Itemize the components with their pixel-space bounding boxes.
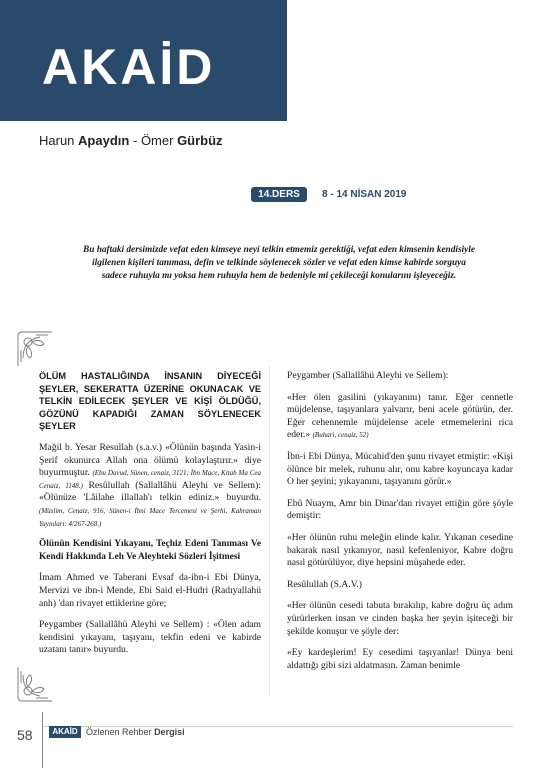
paragraph bbox=[39, 442, 261, 530]
intro-paragraph: Bu haftaki dersimizde vefat eden kimseye neyi telkin etmemiz gerektiği, vefat eden kimsenin kendisiyle ilgilenen kişileri tanıması, defin ve telkinde söylenecek sözler ve vefat eden kimse kabirde sorguya sadece ruhuyla mı yoksa hem ruhuyla hem de bedeniyle mi çekileceği konularını işleyeceğiz. bbox=[83, 245, 475, 281]
authors-line bbox=[39, 133, 223, 148]
section-heading: ÖLÜM HASTALIĞINDA İNSANIN DİYECEĞİ ŞEYLER, SEKERATTA ÜZERİNE OKUNACAK VE TELKİN EDİLECEK ŞEYLER VE KİŞİ ÖLDÜĞÜ, GÖZÜNÜ KAPADIĞI ZAMAN SÖYLENECEK ŞEYLER bbox=[39, 371, 261, 432]
page-number: 58 bbox=[17, 727, 33, 743]
author-first-given: Harun bbox=[39, 133, 75, 148]
paragraph-text: «Her ölen gasilini (yıkayanını) tanır. Eğer cennetle müjdelense, taşıyanlara yalvarır, beni acele götürün, der. Eğer cehennemle müjdelense acele etmemelerini rica eder.» bbox=[287, 391, 513, 441]
footer-badge: AKAİD bbox=[49, 726, 81, 738]
citation: (Ebu Davud, Sünen, cenaiz, 3121; İbn Mace, Kitab Ma Cea Cenaiz, 1148.) bbox=[39, 469, 261, 490]
paragraph: İbn-i Ebi Dünya, Mücahid'den şunu rivayet etmiştir: «Kişi ölünce bir melek, ruhunu alır, onu kabre koyuncaya kadar O her şeyini; yıkayanını, taşıyanını görür.» bbox=[287, 450, 513, 488]
paragraph: İmam Ahmed ve Taberani Evsaf da-ibn-i Ebi Dünya, Mervizi ve ibn-i Mende, Ebi Said el-Hudri (Radıyallahü anh) 'dan rivayet ettiklerine göre; bbox=[39, 572, 261, 609]
lesson-date: 8 - 14 NİSAN 2019 bbox=[322, 189, 407, 200]
column-divider bbox=[269, 366, 270, 696]
section-title: AKAİD bbox=[42, 39, 216, 95]
author-second-given: Ömer bbox=[140, 133, 174, 148]
paragraph bbox=[287, 392, 513, 442]
paragraph: Resûlullah (S.A.V.) bbox=[287, 578, 362, 590]
paragraph: Peygamber (Sallallâhü Aleyhi ve Sellem): bbox=[287, 370, 449, 381]
paragraph: «Ey kardeşlerim! Ey cesedimi taşıyanlar! Dünya beni aldattığı gibi sizi aldatmasın. Zaman benimle bbox=[287, 647, 513, 671]
paragraph-text: Mağil b. Yesar Resullah (s.a.v.) «Ölünün başında Yasin-i Şerif okunurca Allah ona ölümü kolaylaştırır.» diye buyurmuştur. bbox=[39, 441, 261, 479]
paragraph: «Her ölünün cesedi tabuta bırakılıp, kabre doğru üç adım yürürlerken insan ve cinden başka her şeyin işiteceği bir şekilde konuşur ve şöyle der: bbox=[287, 600, 513, 637]
corner-ornament-bottom-icon bbox=[14, 665, 54, 705]
author-first-family: Apaydın bbox=[78, 133, 130, 148]
paragraph: Ebû Nuaym, Amr bin Dinar'dan rivayet ettiğin göre şöyle demiştir: bbox=[287, 497, 513, 522]
magazine-name-bold: Dergisi bbox=[154, 727, 185, 737]
paragraph: «Her ölünün ruhu meleğin elinde kalır. Yıkanan cesedine bakarak nasıl yıkanıyor, nasıl kefenleniyor, Kabre doğru nasıl götürülüyor, diye hepsini müşahede eder. bbox=[287, 531, 513, 569]
citation: (Buhari, cenaiz, 52) bbox=[312, 431, 369, 440]
lesson-badge: 14.DERS bbox=[251, 187, 307, 202]
author-second-family: Gürbüz bbox=[177, 133, 223, 148]
right-column bbox=[287, 370, 513, 681]
left-column bbox=[39, 370, 261, 666]
sub-heading: Ölünün Kendisini Yıkayanı, Teçhiz Edeni Tanıması Ve Kendi Hakkında Leh Ve Aleyhteki Sözleri İşitmesi bbox=[39, 539, 261, 562]
footer-vertical-rule bbox=[42, 712, 43, 768]
magazine-name bbox=[86, 726, 185, 738]
citation: (Müslim, Cenaiz, 916, Sünen-i İbni Mace Tercemesi ve Şerhi, Kahraman Yayınları: 4/267-268.) bbox=[39, 506, 261, 528]
author-separator: - bbox=[132, 133, 138, 148]
paragraph-text: Resûlullah (Sallallâhü Aleyhi ve Sellem): «Ölünüze 'Lâilahe illallah'ı telkin ediniz.» buyurdu. bbox=[39, 479, 261, 504]
corner-ornament-icon bbox=[14, 328, 54, 368]
paragraph: Peygamber (Sallallâhü Aleyhi ve Sellem) : «Ölen adam kendisini yıkayanı, taşıyanı, tekfin edeni ve kabirde uzatanı tanır» buyurdu. bbox=[39, 619, 261, 656]
magazine-name-light: Özlenen Rehber bbox=[86, 727, 152, 737]
